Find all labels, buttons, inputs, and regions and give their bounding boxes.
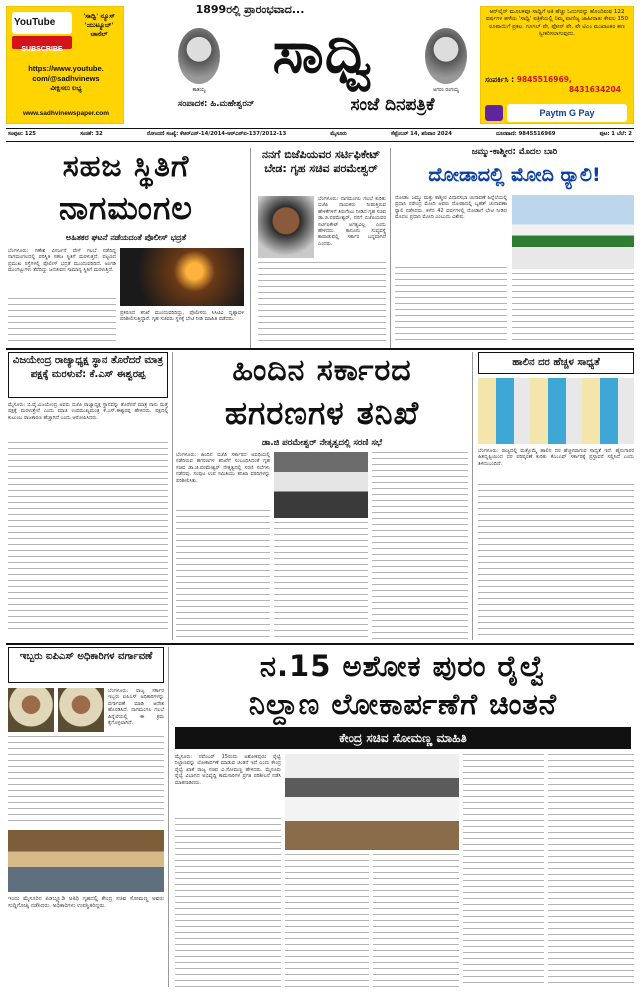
- info-registration: ರೋಂದಣಿ ಸಂಖ್ಯೆ: ಕೆಆರ್‌ಎನ್-14/2014-ಆರ್‌ಎನ್‌ಐ-137/2012-13: [146, 131, 287, 137]
- phonepe-icon: [485, 105, 503, 121]
- horizontal-rule: [6, 643, 634, 645]
- story8-body-col1: [175, 818, 281, 988]
- story8-body: ಮೈಸೂರು: ನವೆಂಬರ್ 15ರಂದು ಅಶೋಕಪುರಂ ರೈಲ್ವೆ ನಿಲ್ದಾಣವನ್ನು ಲೋಕಾರ್ಪಣೆ ಮಾಡುವ ಚಿಂತನೆ ಇದೆ ಎಂದು ಕೇಂದ್ರ ರೈಲ್ವೆ ಖಾತೆ ರಾಜ್ಯ ಸಚಿವ ವಿ.ಸೋಮಣ್ಣ ಹೇಳಿದರು. ಮೈಸೂರು ರೈಲ್ವೆ ವಿಭಾಗದ ಅಭಿವೃದ್ಧಿ ಕಾಮಗಾರಿಗಳ ಪ್ರಗತಿ ಪರಿಶೀಲನೆ ನಡೆಸಿ ಮಾತನಾಡಿದರು.: [175, 754, 281, 786]
- story2-headline: ನನಗೆ ಬಿಜೆಪಿಯವರ ಸರ್ಟಿಫಿಕೇಟ್ ಬೇಡ: ಗೃಹ ಸಚಿವ ಪರಮೇಶ್ವರ್: [261, 148, 381, 175]
- story3-body: ದೋಡಾ: ಜಮ್ಮು ಮತ್ತು ಕಾಶ್ಮೀರ ವಿಧಾನಸಭಾ ಚುನಾವಣೆ ಹಿನ್ನೆಲೆಯಲ್ಲಿ ಪ್ರಧಾನಿ ನರೇಂದ್ರ ಮೋದಿ ಅವರು ದೋಡಾದಲ್ಲಿ ಬೃಹತ್ ಚುನಾವಣಾ ರ‍್ಯಾಲಿ ನಡೆಸಿದರು. ಕಳೆದ 42 ವರ್ಷಗಳಲ್ಲಿ ದೋಡಾಗೆ ಭೇಟಿ ನೀಡಿದ ಮೊದಲ ಪ್ರಧಾನಿ ಮೋದಿ ಎಂಬುದು ವಿಶೇಷ.: [395, 195, 507, 221]
- youtube-subscribe-button[interactable]: [12, 36, 72, 53]
- divider: [168, 647, 169, 987]
- story5-body-mid: [274, 522, 368, 640]
- story8-body-col5: [548, 754, 634, 988]
- channel-line3: ಚಾನೆಲ್: [90, 30, 108, 38]
- divider: [390, 148, 391, 348]
- portrait-left-caption: ತಾತಯ್ಯ: [192, 87, 206, 93]
- info-phone: ದೂರವಾಣಿ: 9845516969: [496, 131, 556, 137]
- story1-body-right: ಪ್ರಕರಣದ ತನಿಖೆ ಮುಂದುವರಿದಿದ್ದು, ಪೊಲೀಸರು ಸಿಸಿಟಿವಿ ದೃಶ್ಯಾವಳಿ ಪರಿಶೀಲಿಸುತ್ತಿದ್ದಾರೆ. ಗೃಹ ಸಚಿವರು ಸ್ಥಳಕ್ಕೆ ಭೇಟಿ ನೀಡಿ ಮಾಹಿತಿ ಪಡೆದರು.: [120, 310, 244, 323]
- story7-photo-right: [58, 688, 104, 732]
- portrait-left: [178, 28, 220, 84]
- story7-caption: ಇಂದು ಮೈಸೂರಿನ ಪಿಡಬ್ಲ್ಯೂಡಿ ಅತಿಥಿ ಗೃಹದಲ್ಲಿ ಕೇಂದ್ರ ಸಚಿವ ಸೋಮಣ್ಣ ಅವರು ಸುದ್ದಿಗೋಷ್ಠಿ ನಡೆಸಿದರು. ಅಧಿಕಾರಿಗಳು ಉಪಸ್ಥಿತರಿದ್ದರು.: [8, 896, 164, 909]
- ad-phone1: 9845516969,: [516, 75, 572, 84]
- story1-headline-line1: ಸಹಜ ಸ್ಥಿತಿಗೆ: [62, 149, 190, 184]
- divider: [472, 352, 473, 640]
- story2-body-more: [258, 262, 386, 342]
- story3-kicker: ಜಮ್ಮು-ಕಾಶ್ಮೀರ: ಮೊದಲ ಬಾರಿ: [471, 147, 558, 157]
- info-pages: ಪುಟ: 1 ಬೆಲೆ: 2: [599, 131, 632, 137]
- story3-headline: ದೋಡಾದಲ್ಲಿ ಮೋದಿ ರ‍್ಯಾಲಿ!: [428, 164, 601, 186]
- story5-headline-line2: ಹಗರಣಗಳ ತನಿಖೆ: [224, 394, 420, 432]
- website-link[interactable]: [8, 110, 124, 117]
- since-text: 1899ರಲ್ಲಿ ಪ್ರಾರಂಭವಾದ...: [195, 3, 305, 16]
- payment-badge: [507, 104, 627, 122]
- story4-body-more: [8, 442, 168, 632]
- available-label: ವೀಕ್ಷಿಸಲು ಲಭ್ಯ: [50, 85, 82, 92]
- story5-body-right: [372, 452, 468, 640]
- horizontal-rule: [6, 348, 634, 350]
- paper-type: ಸಂಜೆ ದಿನಪತ್ರಿಕೆ: [350, 95, 435, 115]
- story7-photo-left: [8, 688, 54, 732]
- story8-body-col2: [285, 854, 369, 988]
- payment-label: Paytm G Pay: [539, 108, 595, 118]
- portrait-right: [425, 28, 467, 84]
- story2-body: ಬೆಂಗಳೂರು: ನಾಗಮಂಗಲ ಗಲಭೆ ಕುರಿತು ಬಿಜೆಪಿ ನಾಯಕರು ನೀಡುತ್ತಿರುವ ಹೇಳಿಕೆಗಳಿಗೆ ತಿರುಗೇಟು ನೀಡಿದ ಗೃಹ ಸಚಿವ ಡಾ.ಜಿ.ಪರಮೇಶ್ವರ್, ನನಗೆ ಬಿಜೆಪಿಯವರ ಸರ್ಟಿಫಿಕೇಟ್ ಅಗತ್ಯವಿಲ್ಲ ಎಂದು ಹೇಳಿದರು. ಕಾನೂನು ಸುವ್ಯವಸ್ಥೆ ಕಾಪಾಡುವಲ್ಲಿ ಸರ್ಕಾರ ಬದ್ಧವಾಗಿದೆ ಎಂದರು.: [318, 196, 386, 247]
- story2-photo: [258, 196, 314, 258]
- story6-headline: ಹಾಲಿನ ದರ ಹೆಚ್ಚಳ ಸಾಧ್ಯತೆ: [478, 352, 634, 374]
- story5-subhead: ಡಾ.ಜಿ ಪರಮೇಶ್ವರ್ ನೇತೃತ್ವದಲ್ಲಿ ಸರಣಿ ಸಭೆ: [261, 438, 383, 448]
- youtube-url-line1: https://www.youtube.: [28, 64, 104, 73]
- ad-phone2: 8431634204: [568, 85, 621, 94]
- ad-text: ಆನ್‌ಲೈನ್ ಮೂಲಕವೂ ಸಾಧ್ವಿಗೆ ಅತಿ ಹೆಚ್ಚು ಓದುಗರನ್ನು ಹೊಂದಿರುವ 122 ವರ್ಷಗಳ ಹಳೆಯ 'ಸಾಧ್ವಿ' ಪತ್ರಿಕೆಯಲ್ಲಿ ನಿಮ್ಮ ವಾಣಿಜ್ಯ ಜಾಹೀರಾತು ಕೇವಲ 150 ರೂಪಾಯಿಗೆ ಪ್ರಕಟ. ಗೂಗಲ್ ಪೇ, ಫೋನ್ ಪೇ, ಪೇ ಟಿಎಂ ಮುಖಾಂತರ ಹಣ ಸ್ವೀಕರಿಸಲಾಗುವುದು.: [485, 9, 629, 37]
- story1-body-left-more: [8, 298, 116, 342]
- story4-headline: ವಿಜಯೇಂದ್ರ ರಾಜ್ಯಾಧ್ಯಕ್ಷ ಸ್ಥಾನ ತೊರೆದರೆ ಮಾತ್ರ ಪಕ್ಷಕ್ಕೆ ಮರಳುವೆ: ಕೆ.ಎಸ್ ಈಶ್ವರಪ್ಪ: [8, 352, 168, 398]
- ad-contact-label: ಸಂಪರ್ಕಿಸಿ :: [485, 75, 515, 84]
- story6-body-more: [478, 484, 634, 640]
- channel-line1: 'ಸಾಧ್ವಿ' ನ್ಯೂಸ್: [83, 12, 115, 20]
- story6-body: ಬೆಂಗಳೂರು: ರಾಜ್ಯದಲ್ಲಿ ಮತ್ತೊಮ್ಮೆ ಹಾಲಿನ ದರ ಹೆಚ್ಚಳವಾಗುವ ಸಾಧ್ಯತೆ ಇದೆ. ಹೈನುಗಾರರ ಹಿತದೃಷ್ಟಿಯಿಂದ ದರ ಪರಿಷ್ಕರಣೆ ಕುರಿತು ಕೆಎಂಎಫ್ ಸರ್ಕಾರಕ್ಕೆ ಪ್ರಸ್ತಾವನೆ ಸಲ್ಲಿಸಿದೆ ಎಂದು ತಿಳಿದುಬಂದಿದೆ.: [478, 448, 634, 467]
- story7-headline: ಇಬ್ಬರು ಐಪಿಎಸ್ ಅಧಿಕಾರಿಗಳ ವರ್ಗಾವಣೆ: [8, 647, 164, 683]
- paper-name: ಸಾಧ್ವಿ: [272, 18, 374, 86]
- website-text: www.sadhvinewspaper.com: [22, 110, 110, 117]
- info-city: ಮೈಸೂರು: [330, 131, 347, 137]
- story1-headline-line2: ನಾಗಮಂಗಲ: [58, 189, 194, 227]
- story1-body-left: ಬೆಂಗಳೂರು: ಗಣೇಶ ವಿಸರ್ಜನೆ ವೇಳೆ ಗಲಭೆ ನಡೆದಿದ್ದ ನಾಗಮಂಗಲದಲ್ಲಿ ಪರಿಸ್ಥಿತಿ ಸಹಜ ಸ್ಥಿತಿಗೆ ಮರಳುತ್ತಿದೆ. ಪಟ್ಟಣದ ಪ್ರಮುಖ ರಸ್ತೆಗಳಲ್ಲಿ ಪೊಲೀಸ್ ಭದ್ರತೆ ಮುಂದುವರಿದಿದೆ. ಅಂಗಡಿ ಮುಂಗಟ್ಟುಗಳು ತೆರೆದಿದ್ದು ಜನಜೀವನ ಸಾಮಾನ್ಯ ಸ್ಥಿತಿಗೆ ಮರಳುತ್ತಿದೆ.: [8, 248, 116, 274]
- story3-body-right: [512, 273, 634, 343]
- channel-line2: 'ಯುಟ್ಯೂಬ್': [84, 21, 114, 29]
- story8-body-col4: [463, 754, 544, 988]
- story8-subhead: ಕೇಂದ್ರ ಸಚಿವ ಸೋಮಣ್ಣ ಮಾಹಿತಿ: [339, 731, 467, 745]
- divider: [172, 352, 173, 640]
- subscribe-label: SUBSCRIBE: [21, 46, 63, 53]
- info-date: ಸೆಪ್ಟೆಂಬರ್ 14, ಶನಿವಾರ 2024: [390, 131, 452, 137]
- youtube-url-line2: com/@sadhvinews: [32, 74, 100, 83]
- story5-photo: [274, 452, 368, 518]
- story3-photo: [512, 195, 634, 269]
- story5-headline-line1: ಹಿಂದಿನ ಸರ್ಕಾರದ: [232, 353, 412, 388]
- story4-body: ಮೈಸೂರು: ಬಿ.ವೈ.ವಿಜಯೇಂದ್ರ ಅವರು ಬಿಜೆಪಿ ರಾಜ್ಯಾಧ್ಯಕ್ಷ ಸ್ಥಾನವನ್ನು ತೊರೆದರೆ ಮಾತ್ರ ನಾನು ಮತ್ತೆ ಪಕ್ಷಕ್ಕೆ ಮರಳುತ್ತೇನೆ ಎಂದು ಮಾಜಿ ಉಪಮುಖ್ಯಮಂತ್ರಿ ಕೆ.ಎಸ್.ಈಶ್ವರಪ್ಪ ಹೇಳಿದರು. ಪಕ್ಷದಲ್ಲಿ ಕುಟುಂಬ ರಾಜಕಾರಣ ಹೆಚ್ಚಾಗಿದೆ ಎಂದು ಆರೋಪಿಸಿದರು.: [8, 402, 168, 421]
- editor-label: ಸಂಪಾದಕ: ಹಿ.ಮಹೇಶ್ವರನ್: [178, 99, 255, 109]
- story5-body-more: [176, 510, 270, 640]
- youtube-url[interactable]: [8, 64, 124, 94]
- story6-photo: [478, 378, 634, 444]
- ad-contact: [485, 75, 629, 94]
- story1-photo: [120, 248, 244, 306]
- story8-body-col3: [373, 854, 459, 988]
- divider: [250, 148, 251, 348]
- channel-name: [75, 12, 123, 39]
- portrait-right-caption: ಅಗರಂ ರಂಗಯ್ಯ: [432, 87, 460, 93]
- info-volume: ಸಂಪುಟ: 125: [8, 131, 36, 137]
- youtube-label: YouTube: [14, 17, 56, 28]
- story8-headline-line2: ನಿಲ್ದಾಣ ಲೋಕಾರ್ಪಣೆಗೆ ಚಿಂತನೆ: [248, 687, 558, 721]
- youtube-logo[interactable]: [12, 12, 72, 34]
- story8-photo: [285, 754, 459, 850]
- info-bar: [6, 128, 634, 142]
- story1-subhead: ಅಹಿತಕರ ಘಟನೆ ನಡೆಯದಂತೆ ಪೊಲೀಸ್ ಭದ್ರತೆ: [65, 233, 187, 242]
- info-issue: ಸಂಚಿಕೆ: 32: [80, 131, 103, 137]
- story7-photo-bottom: [8, 830, 164, 892]
- story7-body: ಬೆಂಗಳೂರು: ರಾಜ್ಯ ಸರ್ಕಾರ ಇಬ್ಬರು ಐಪಿಎಸ್ ಅಧಿಕಾರಿಗಳನ್ನು ವರ್ಗಾವಣೆ ಮಾಡಿ ಆದೇಶ ಹೊರಡಿಸಿದೆ. ನಾಗಮಂಗಲ ಗಲಭೆ ಹಿನ್ನೆಲೆಯಲ್ಲಿ ಈ ಕ್ರಮ ಕೈಗೊಳ್ಳಲಾಗಿದೆ.: [108, 688, 164, 727]
- story7-body-more: [8, 736, 164, 826]
- story8-subhead-bar: [175, 727, 631, 749]
- story3-body-more: [395, 267, 507, 343]
- story8-headline-line1: ನ.15 ಅಶೋಕ ಪುರಂ ರೈಲ್ವೆ: [259, 649, 547, 683]
- story5-body: ಬೆಂಗಳೂರು: ಹಿಂದಿನ ಬಿಜೆಪಿ ಸರ್ಕಾರದ ಅವಧಿಯಲ್ಲಿ ನಡೆದಿರುವ ಹಗರಣಗಳ ತನಿಖೆಗೆ ಸಂಬಂಧಿಸಿದಂತೆ ಗೃಹ ಸಚಿವ ಡಾ.ಜಿ.ಪರಮೇಶ್ವರ್ ನೇತೃತ್ವದಲ್ಲಿ ಸರಣಿ ಸಭೆಗಳು ನಡೆದವು. ಸಂಪುಟ ಉಪ ಸಮಿತಿಯು ತನಿಖಾ ವರದಿಗಳನ್ನು ಪರಿಶೀಲಿಸಿತು.: [176, 452, 270, 484]
